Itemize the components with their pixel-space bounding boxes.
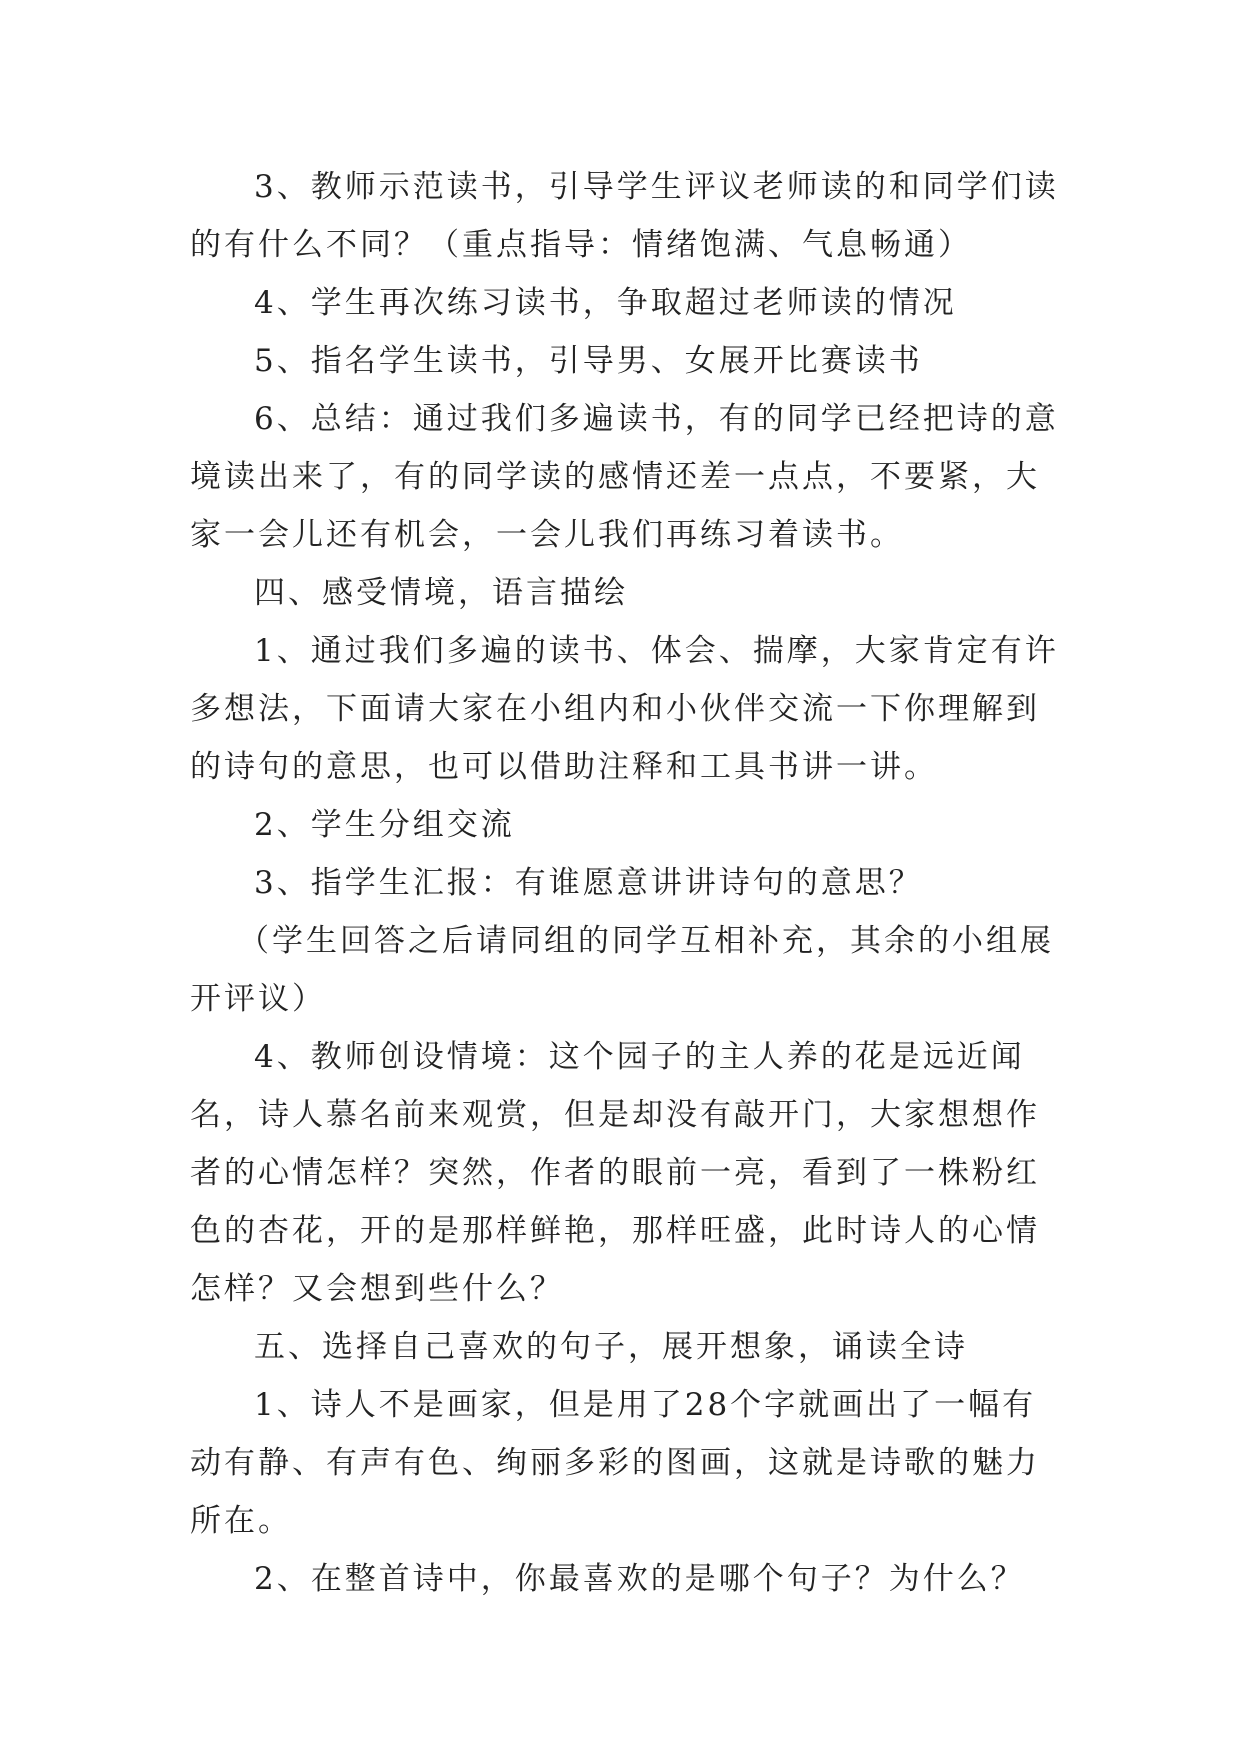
paragraph-12: 1、诗人不是画家，但是用了28个字就画出了一幅有动有静、有声有色、绚丽多彩的图画，这就是诗歌的魅力所在。 [190, 1387, 1040, 1539]
paragraph-3: 5、指名学生读书，引导男、女展开比赛读书 [254, 343, 923, 379]
paragraph-8: 3、指学生汇报：有谁愿意讲讲诗句的意思？ [254, 865, 923, 901]
paragraph-9: （学生回答之后请同组的同学互相补充，其余的小组展开评议） [190, 923, 1054, 1017]
section-heading-5: 五、选择自己喜欢的句子，展开想象，诵读全诗 [254, 1329, 968, 1365]
paragraph-10: 4、教师创设情境：这个园子的主人养的花是远近闻名，诗人慕名前来观赏，但是却没有敲开门，大家想想作者的心情怎样？突然，作者的眼前一亮，看到了一株粉红色的杏花，开的是那样鲜艳，那样旺盛，此时诗人的心情怎样？又会想到些什么？ [190, 1039, 1040, 1307]
paragraph-6: 1、通过我们多遍的读书、体会、揣摩，大家肯定有许多想法，下面请大家在小组内和小伙伴交流一下你理解到的诗句的意思，也可以借助注释和工具书讲一讲。 [190, 633, 1059, 785]
paragraph-4: 6、总结：通过我们多遍读书，有的同学已经把诗的意境读出来了，有的同学读的感情还差一点点，不要紧，大家一会儿还有机会，一会儿我们再练习着读书。 [190, 401, 1059, 553]
section-heading-4: 四、感受情境，语言描绘 [254, 575, 628, 611]
paragraph-7: 2、学生分组交流 [254, 807, 515, 843]
paragraph-13: 2、在整首诗中，你最喜欢的是哪个句子？为什么？ [254, 1561, 1025, 1597]
paragraph-2: 4、学生再次练习读书，争取超过老师读的情况 [254, 285, 957, 321]
paragraph-1: 3、教师示范读书，引导学生评议老师读的和同学们读的有什么不同？（重点指导：情绪饱满、气息畅通） [190, 169, 1059, 263]
document-body [190, 158, 1070, 1608]
